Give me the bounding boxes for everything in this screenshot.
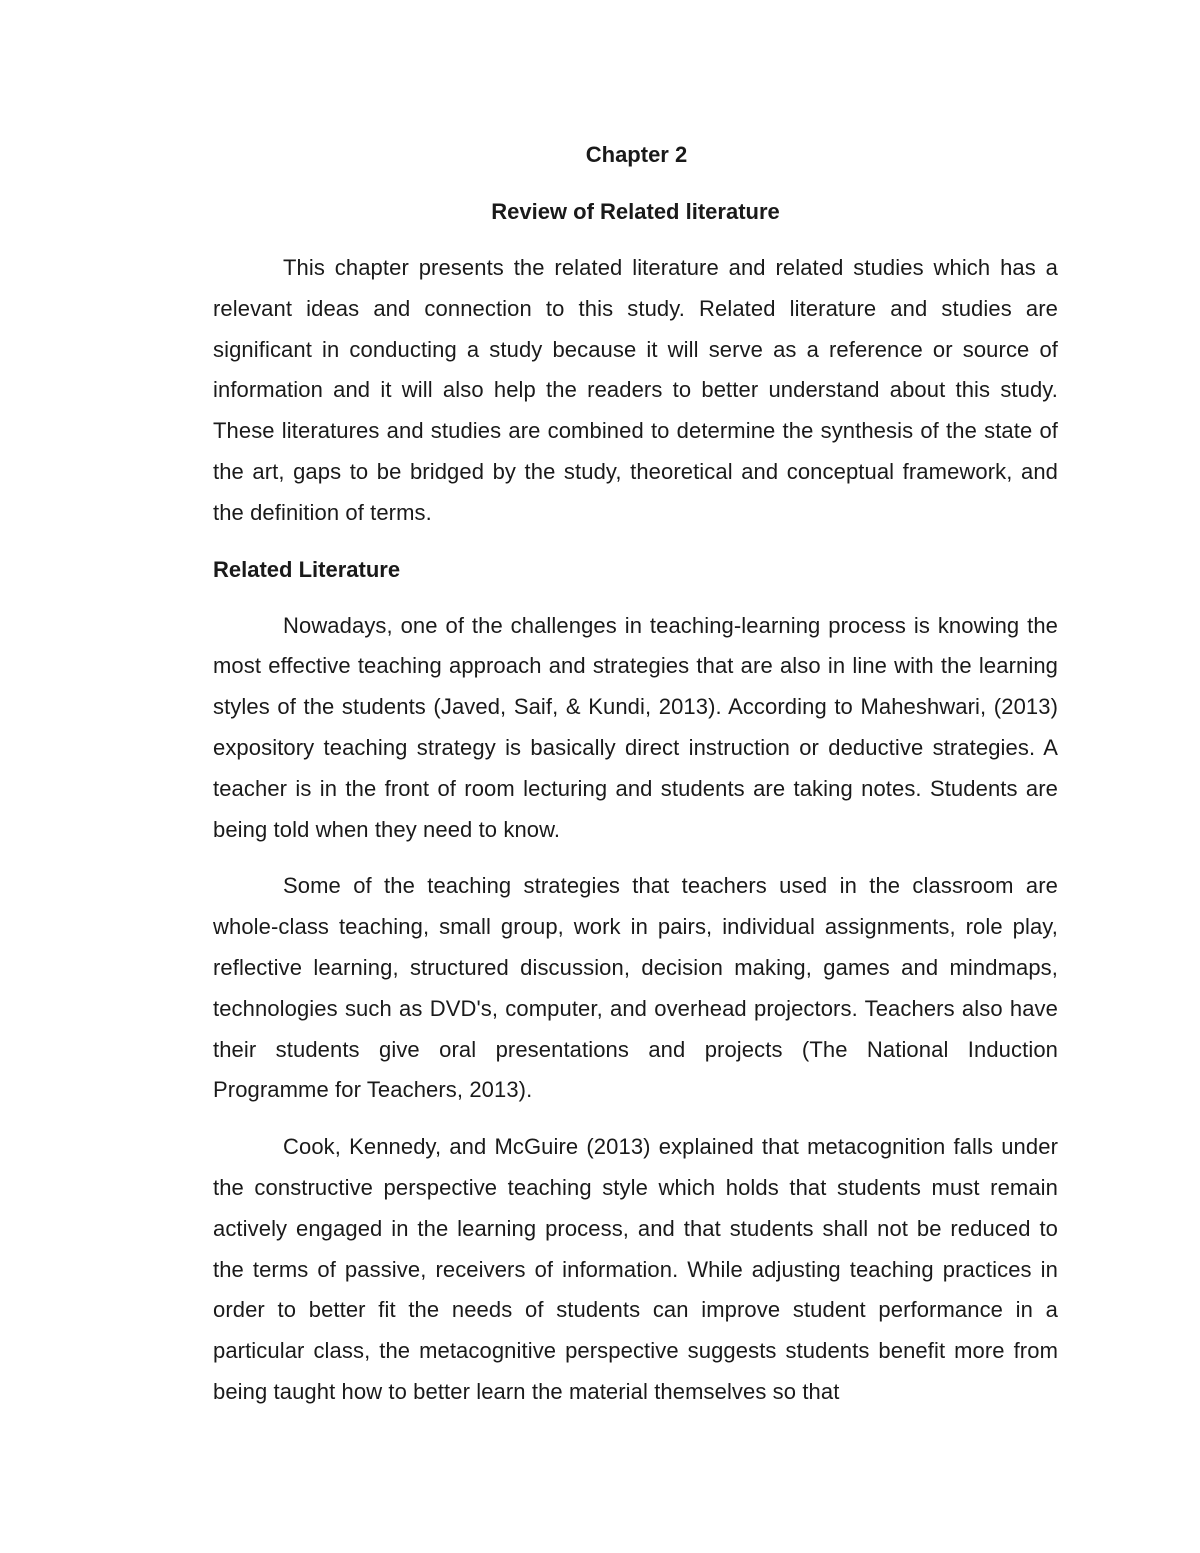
- page-content: [213, 135, 1058, 1429]
- related-literature-heading: Related Literature: [213, 556, 401, 582]
- body-paragraph: Cook, Kennedy, and McGuire (2013) explained that metacognition falls under the constructive perspective teaching style which holds that students must remain actively engaged in the learning process, and that students shall not be reduced to the terms of passive, receivers of information. While adjusting teaching practices in order to better fit the needs of students can improve student performance in a particular class, the metacognitive perspective suggests students benefit more from being taught how to better learn the material themselves so that: [213, 1134, 1058, 1404]
- intro-paragraph: This chapter presents the related literature and related studies which has a relevant ideas and connection to this study. Related literature and studies are significant in conducting a study because it will serve as a reference or source of information and it will also help the readers to better understand about this study. These literatures and studies are combined to determine the synthesis of the state of the art, gaps to be bridged by the study, theoretical and conceptual framework, and the definition of terms.: [213, 255, 1058, 525]
- chapter-number: Chapter 2: [585, 142, 688, 167]
- body-paragraph: Some of the teaching strategies that teachers used in the classroom are whole-class teaching, small group, work in pairs, individual assignments, role play, reflective learning, structured discussion, decision making, games and mindmaps, technologies such as DVD's, computer, and overhead projectors. Teachers also have their students give oral presentations and projects (The National Induction Programme for Teachers, 2013).: [213, 873, 1058, 1103]
- body-paragraph: Nowadays, one of the challenges in teaching-learning process is knowing the most effective teaching approach and strategies that are also in line with the learning styles of the students (Javed, Saif, & Kundi, 2013). According to Maheshwari, (2013) expository teaching strategy is basically direct instruction or deductive strategies. A teacher is in the front of room lecturing and students are taking notes. Students are being told when they need to know.: [213, 612, 1058, 842]
- chapter-title: Review of Related literature: [491, 199, 780, 224]
